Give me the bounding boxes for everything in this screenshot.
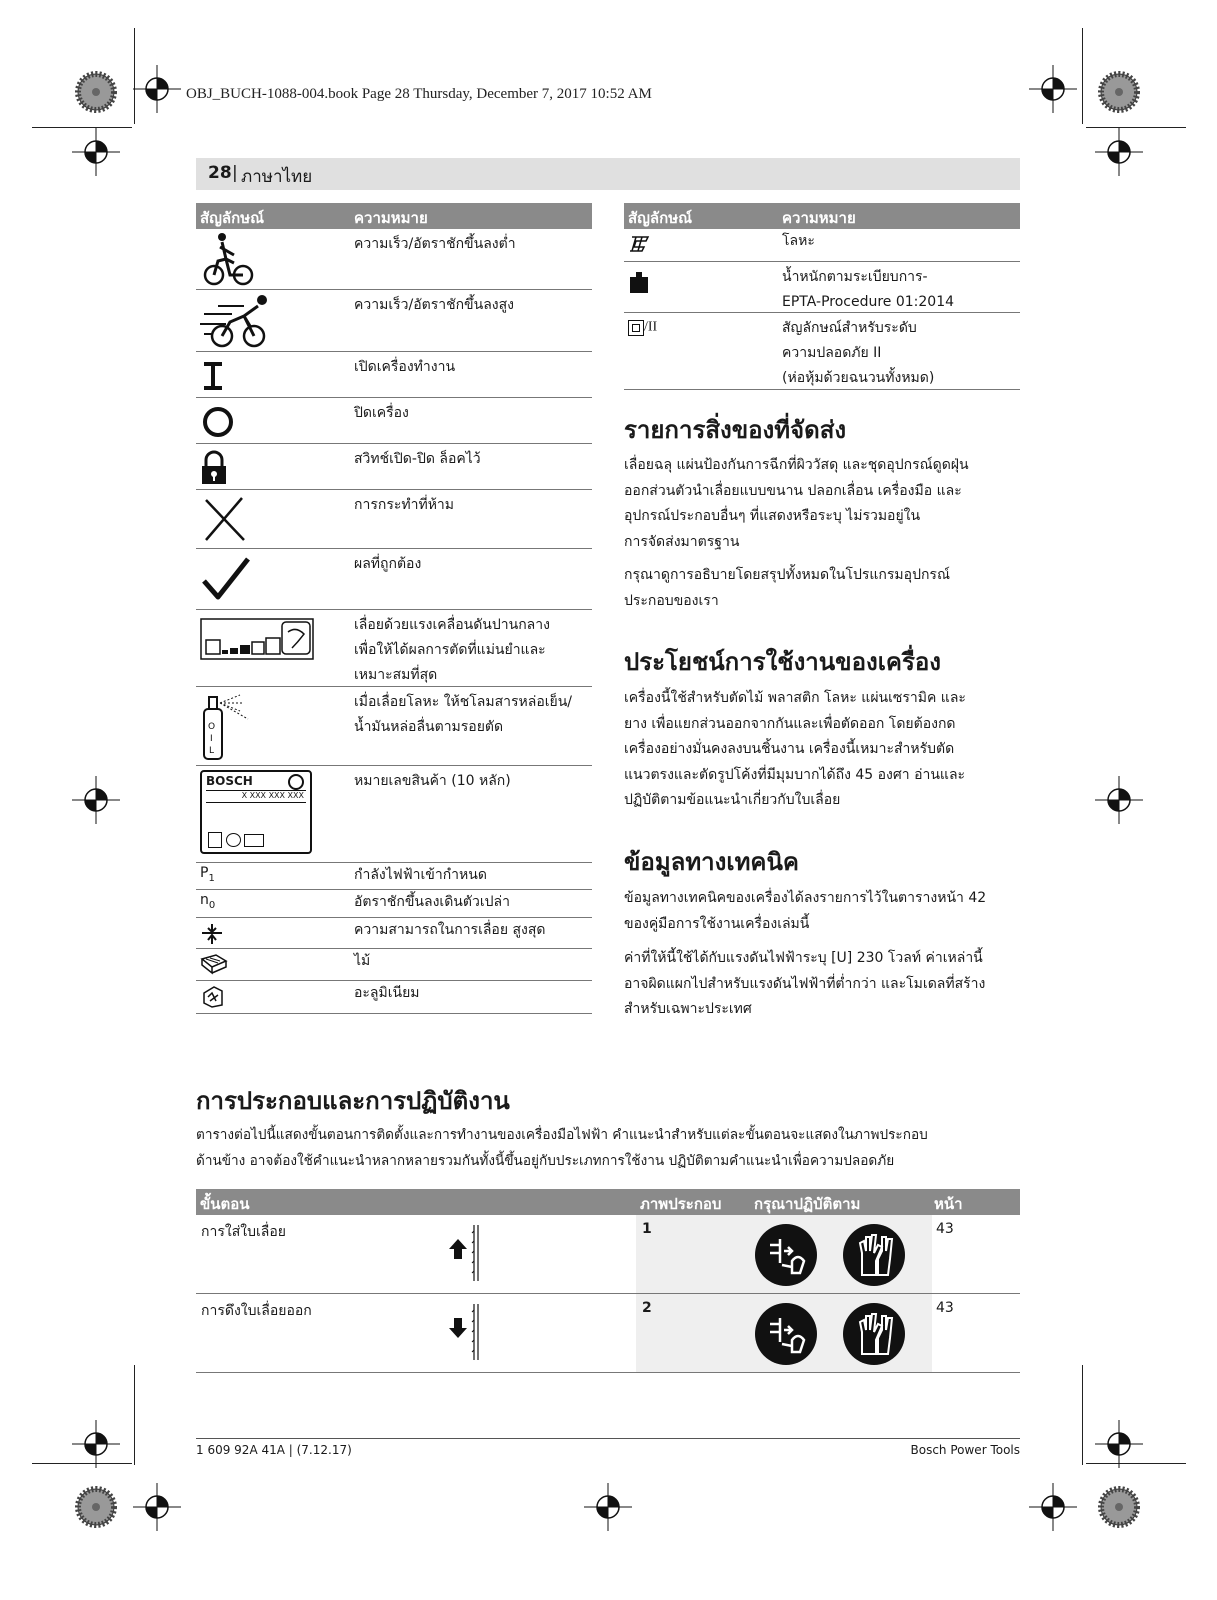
meaning-text: ผลที่ถูกต้อง [354, 556, 422, 572]
assembly-table-header [196, 1189, 1020, 1215]
meaning-text: การกระทำที่ห้าม [354, 497, 455, 513]
header-separator: | [232, 163, 238, 183]
technical-title: ข้อมูลทางเทคนิค [624, 847, 799, 876]
metal-icon [628, 233, 652, 255]
meaning-text: ปิดเครื่อง [354, 405, 409, 421]
unplug-icon [754, 1223, 818, 1287]
text-line: ปฏิบัติตามข้อแนะนำเกี่ยวกับใบเลื่อย [624, 792, 841, 808]
arrow-up-icon [446, 1221, 486, 1285]
meaning-text: (ห่อหุ้มด้วยฉนวนทั้งหมด) [782, 370, 935, 386]
header-meaning: ความหมาย [354, 209, 428, 227]
text-line: เลื่อยฉลุ แผ่นป้องกันการฉีกที่ผิววัสดุ และชุดอุปกรณ์ดูดฝุ่น [624, 457, 969, 473]
text-line: สำหรับเฉพาะประเทศ [624, 1001, 752, 1017]
label-main: n [200, 892, 209, 908]
protection-class-label: /II [644, 319, 658, 335]
table-row [196, 949, 592, 981]
n0-label [200, 892, 215, 911]
svg-text:L: L [209, 746, 215, 756]
header-symbol: สัญลักษณ์ [628, 209, 693, 227]
table-row [196, 918, 592, 949]
meaning-text: ความเร็ว/อัตราชักขึ้นลงต่ำ [354, 236, 516, 252]
meaning-text: EPTA-Procedure 01:2014 [782, 294, 955, 310]
table-row [196, 490, 592, 549]
text-line: เครื่องอย่างมั่นคงลงบนชิ้นงาน เครื่องนี้เหมาะสำหรับตัด [624, 741, 955, 757]
meaning-text: น้ำหนักตามระเบียบการ- [782, 269, 928, 285]
table-row [624, 229, 1020, 262]
technical-paragraph-2 [624, 946, 985, 1023]
weight-icon [628, 270, 652, 296]
circle-icon [226, 833, 241, 847]
label-sub: 0 [208, 899, 216, 911]
checkmark-icon [200, 553, 252, 605]
meaning-text: เหมาะสมที่สุด [354, 667, 438, 683]
header-page: หน้า [934, 1195, 963, 1213]
nameplate-brand: BOSCH [206, 774, 253, 788]
page-number: 28 [208, 163, 232, 183]
rectangle-icon [244, 834, 264, 847]
header-follow: กรุณาปฏิบัติตาม [754, 1195, 861, 1213]
P1-label [200, 865, 215, 884]
usage-title: ประโยชน์การใช้งานของเครื่อง [624, 647, 941, 676]
figure-number: 2 [642, 1300, 652, 1316]
text-line: เครื่องนี้ใช้สำหรับตัดไม้ พลาสติก โลหะ แผ่นเซรามิค และ [624, 690, 966, 706]
page-language: ภาษาไทย [241, 167, 313, 187]
header-symbol: สัญลักษณ์ [200, 209, 265, 227]
text-line: อุปกรณ์ประกอบอื่นๆ ที่แสดงหรือระบุ ไม่รวมอยู่ใน [624, 508, 921, 524]
header-step: ขั้นตอน [200, 1195, 250, 1213]
meaning-text: สัญลักษณ์สำหรับระดับ [782, 320, 917, 336]
meaning-text: หมายเลขสินค้า (10 หลัก) [354, 773, 511, 789]
cutting-capacity-icon [200, 922, 224, 946]
lock-icon [200, 448, 230, 488]
assembly-title: การประกอบและการปฏิบัติงาน [196, 1086, 510, 1115]
text-line: ประกอบของเรา [624, 592, 719, 609]
header-meaning: ความหมาย [782, 209, 856, 227]
aluminium-icon [200, 985, 226, 1009]
oil-spray-icon [200, 691, 256, 763]
text-line: แนวตรงและตัดรูปโค้งที่มีมุมบากได้ถึง 45 องศา อ่านและ [624, 766, 966, 783]
unplug-icon [754, 1302, 818, 1366]
page-ref: 43 [936, 1221, 954, 1237]
prohibited-cross-icon [200, 494, 250, 544]
meaning-text: เมื่อเลื่อยโลหะ ให้ชโลมสารหล่อเย็น/ [354, 694, 573, 710]
table-row [196, 610, 592, 687]
table-row [196, 549, 592, 610]
table-row [196, 352, 592, 398]
step-label: การใส่ใบเลื่อย [201, 1224, 286, 1240]
label-main: P [200, 865, 209, 881]
square-icon [208, 832, 222, 848]
label-sub: 1 [208, 872, 215, 884]
table-row [196, 687, 592, 766]
table-row [196, 444, 592, 490]
meaning-text: น้ำมันหล่อลื่นตามรอยตัด [354, 719, 504, 735]
table-row [196, 398, 592, 444]
pendulum-scale-icon [200, 618, 316, 662]
table-row [196, 890, 592, 918]
bosch-logo-icon [288, 774, 304, 790]
gloves-icon [842, 1302, 906, 1366]
assembly-intro [196, 1123, 928, 1174]
wood-icon [200, 953, 228, 975]
delivery-paragraph-1 [624, 453, 969, 555]
table-row [196, 1294, 1020, 1373]
symbol-table-right [624, 203, 1020, 390]
table-row [624, 262, 1020, 313]
meaning-text: เพื่อให้ได้ผลการตัดที่แม่นยำและ [354, 642, 546, 658]
text-line: ของคู่มือการใช้งานเครื่องเล่มนี้ [624, 915, 810, 932]
text-line: ด้านข้าง อาจต้องใช้คำแนะนำหลากหลายรวมกันทั้งนี้ขึ้นอยู่กับประเภทการใช้งาน ปฏิบัติตามคำแนะนำเพื่อความปลอดภัย [196, 1152, 895, 1169]
meaning-text: เลื่อยด้วยแรงเคลื่อนดันปานกลาง [354, 617, 550, 633]
meaning-text: ไม้ [354, 953, 371, 969]
usage-paragraph [624, 686, 966, 814]
page-ref: 43 [936, 1300, 954, 1316]
footer-rule [196, 1438, 1020, 1439]
table-header [624, 203, 1020, 229]
meaning-text: อะลูมิเนียม [354, 985, 420, 1001]
delivery-paragraph-2 [624, 563, 950, 614]
table-row [196, 229, 592, 290]
svg-text:O: O [208, 722, 216, 732]
text-line: ค่าที่ให้นี้ใช้ได้กับแรงดันไฟฟ้าระบุ [U] 230 โวลท์ ค่าเหล่านี้ [624, 950, 983, 966]
cyclist-slow-icon [200, 233, 256, 287]
figure-number: 1 [642, 1221, 652, 1237]
text-line: อาจผิดแผกไปสำหรับแรงดันไฟฟ้าที่ต่ำกว่า และโมเดลที่สร้าง [624, 975, 986, 992]
text-line: ยาง เพื่อแยกส่วนออกจากกันและเพื่อตัดออก โดยต้องกด [624, 715, 956, 732]
arrow-down-icon [446, 1300, 486, 1364]
header-figure: ภาพประกอบ [640, 1195, 722, 1213]
meaning-text: อัตราชักขึ้นลงเดินตัวเปล่า [354, 894, 510, 910]
svg-text:I: I [210, 734, 213, 744]
meaning-text: สวิทช์เปิด-ปิด ล็อคไว้ [354, 451, 481, 467]
nameplate-number: X XXX XXX XXX [241, 791, 304, 800]
footer-brand: Bosch Power Tools [910, 1443, 1020, 1457]
table-header [196, 203, 592, 229]
text-line: กรุณาดูการอธิบายโดยสรุปทั้งหมดในโปรแกรมอุปกรณ์ [624, 567, 950, 583]
table-row [624, 313, 1020, 390]
figure-cell [636, 1215, 932, 1293]
figure-cell [636, 1294, 932, 1372]
step-label: การดึงใบเลื่อยออก [201, 1303, 312, 1319]
power-off-icon [200, 402, 238, 440]
meaning-text: ความปลอดภัย II [782, 345, 882, 361]
text-line: ข้อมูลทางเทคนิคของเครื่องได้ลงรายการไว้ในตารางหน้า 42 [624, 890, 987, 906]
meaning-text: ความเร็ว/อัตราชักขึ้นลงสูง [354, 297, 514, 313]
table-row [196, 290, 592, 352]
book-header: OBJ_BUCH-1088-004.book Page 28 Thursday, December 7, 2017 10:52 AM [186, 86, 652, 102]
table-row [196, 981, 592, 1014]
text-line: ออกส่วนตัวนำเลื่อยแบบขนาน ปลอกเลื่อน เครื่องมือ และ [624, 482, 962, 499]
text-line: การจัดส่งมาตรฐาน [624, 533, 740, 550]
table-row [196, 1215, 1020, 1294]
cyclist-fast-icon [200, 294, 272, 350]
meaning-text: กำลังไฟฟ้าเข้ากำหนด [354, 867, 487, 883]
technical-paragraph-1 [624, 886, 986, 937]
power-on-icon [200, 356, 230, 394]
meaning-text: โลหะ [782, 233, 815, 249]
gloves-icon [842, 1223, 906, 1287]
protection-class-icon [628, 317, 657, 336]
symbol-table-left [196, 203, 592, 1014]
meaning-text: ความสามารถในการเลื่อย สูงสุด [354, 922, 546, 938]
text-line: ตารางต่อไปนี้แสดงขั้นตอนการติดตั้งและการทำงานของเครื่องมือไฟฟ้า คำแนะนำสำหรับแต่ละขั้นตอนจะแสดงในภาพประกอบ [196, 1127, 928, 1143]
delivery-title: รายการสิ่งของที่จัดส่ง [624, 415, 847, 444]
table-row [196, 863, 592, 890]
meaning-text: เปิดเครื่องทำงาน [354, 359, 456, 375]
page-header [196, 158, 1020, 190]
footer-doc-id: 1 609 92A 41A | (7.12.17) [196, 1443, 352, 1457]
nameplate-icon [200, 770, 312, 854]
table-row [196, 766, 592, 863]
